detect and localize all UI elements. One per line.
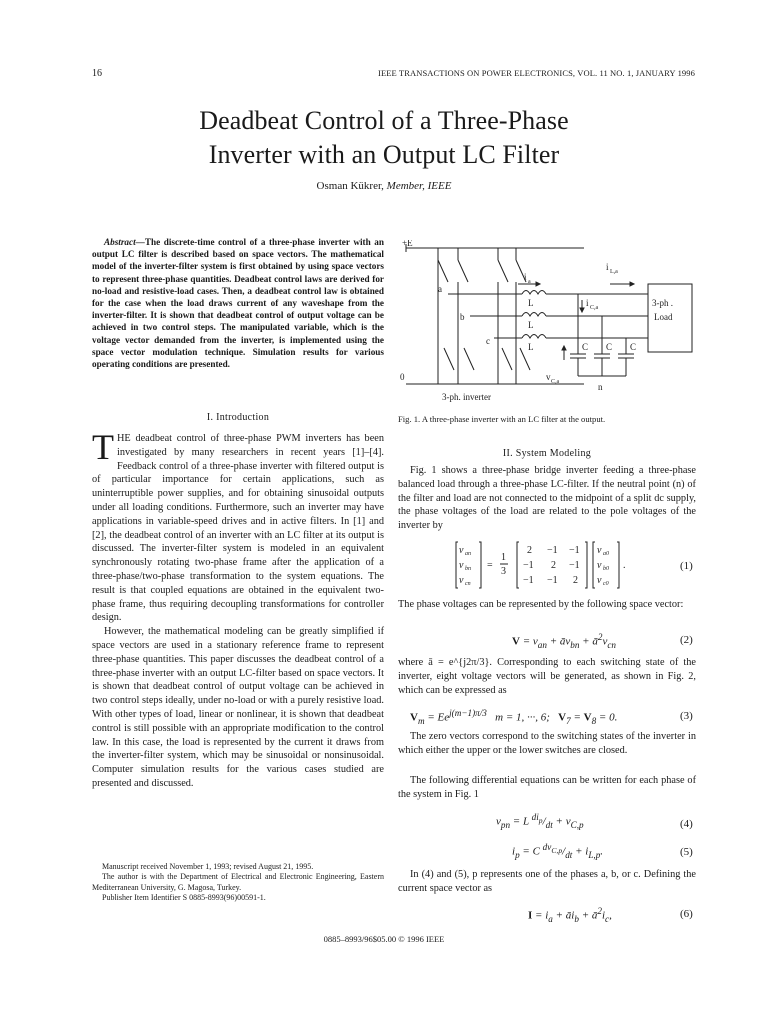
load-label-1: 3-ph . [652, 298, 673, 308]
svg-text:−1: −1 [569, 560, 580, 571]
label-ia-sub: a [528, 279, 531, 285]
section-heading-system-modeling: II. System Modeling [502, 448, 592, 459]
intro-paragraph-1: THE deadbeat control of three-phase PWM inverters has been investigated by many researchers in recent years [1]–[4]. Feedback control of a three-phase inverter with filtered output is of particular importance for certain applications, such as uninterruptible power supplies, and for obtaining sinusoidal outputs under all loading conditions. Furthermore, such an inverter may have applications in variable-speed drives and in active filters. In [1] and [2], the deadbeat control of an inverter with an LC filter at its output is discussed. The inverter-filter system is modeled in an equivalent synchronously rotating two-phase frame after the application of a three-phase/two-phase transformation to the system equations. The result is that coupled equations are obtained in the equivalent two-phase frame, thus requiring decoupling transformations for controller design. [92, 427, 384, 624]
equation-3-number: (3) [680, 710, 693, 722]
running-header: IEEE TRANSACTIONS ON POWER ELECTRONICS, VOL. 11 NO. 1, JANUARY 1996 [378, 68, 695, 78]
copyright-footer: 0885–8993/96$05.00 © 1996 IEEE [323, 934, 445, 944]
svg-text:an: an [465, 551, 471, 557]
svg-text:2: 2 [573, 575, 578, 586]
svg-text:a0: a0 [603, 551, 609, 557]
label-vca-sub: C,a [551, 379, 560, 385]
svg-text:−1: −1 [523, 560, 534, 571]
sysmod-paragraph-3: where ā = e^{j2π/3}. Corresponding to each switching state of the inverter, eight voltage vectors will be generated, as shown in Fig. 2, which can be expressed as [398, 657, 696, 696]
equation-1 [455, 540, 665, 590]
label-phase-a: a [438, 284, 442, 294]
footnote-identifier: Publisher Item Identifier S 0885-8993(96)00591-1. [102, 893, 266, 903]
label-ica-sub: C,a [590, 305, 599, 311]
footnotes [92, 862, 384, 904]
svg-text:cn: cn [465, 581, 471, 587]
page-number: 16 [92, 68, 102, 79]
sysmod-paragraph-1: Fig. 1 shows a three-phase bridge inverter feeding a three-phase balanced load through a three-phase LC-filter. If the neutral point (n) of the filter and load are not connected to the midpoint of a split dc supply, the phase voltages of the load are related to the pole voltages of the inverter by [398, 465, 696, 532]
label-ia: i [524, 272, 527, 282]
label-inductor-a: L [528, 298, 534, 308]
svg-text:−1: −1 [547, 575, 558, 586]
abstract [92, 236, 384, 370]
equation-6: $I = i_a$ + $āi_b$ + $ā^2i_c$, [528, 906, 612, 924]
title-line-1: Deadbeat Control of a Three-Phase [199, 106, 569, 135]
svg-text:−1: −1 [569, 545, 580, 556]
svg-text:v: v [597, 575, 602, 586]
label-inductor-c: L [528, 342, 534, 352]
abstract-text: The discrete-time control of a three-phase inverter with an output LC filter is described based on space vectors. The mathematical model of the inverter-filter system is first obtained by using space vectors to represent three-phase quantities. Deadbeat control laws are derived for no-load and resistive-load cases. Then, a deadbeat control law is obtained for the case when the load draws current of any waveshape from the inverter-filter. It is shown that deadbeat control of output voltage can be achieved in two control steps. The manipulated variable, which is the voltage vector demanded from the inverter, is implemented using the space vector modulation technique. Simulation results for various operating conditions are presented. [92, 237, 384, 370]
svg-text:b0: b0 [603, 566, 609, 572]
svg-text:=: = [487, 560, 493, 571]
sysmod-paragraph-6: In (4) and (5), p represents one of the phases a, b, or c. Defining the current space vector as [398, 869, 696, 894]
equation-5: $i_p = C$ $^{dv_{C,p}}/_{dt} + i_{L,p}$. [512, 842, 604, 860]
equation-4-number: (4) [680, 818, 693, 830]
sysmod-paragraph-4: The zero vectors correspond to the switching states of the inverter in which either the upper or the lower switches are closed. [398, 731, 696, 756]
label-capacitor-a: C [582, 342, 589, 352]
figure-1-caption: Fig. 1. A three-phase inverter with an LC filter at the output. [398, 414, 606, 424]
title-line-2: Inverter with an Output LC Filter [208, 140, 560, 169]
svg-text:c0: c0 [603, 581, 609, 587]
label-capacitor-c: C [630, 342, 637, 352]
equation-3: $V_m = Ee^{j(m-1)\pi/3}$ m = 1, ···, 6; $V_7 = V_8 = 0$. [410, 708, 618, 726]
drop-cap: T [92, 427, 114, 467]
section-heading-introduction: I. Introduction [206, 412, 270, 423]
intro-paragraph-2: However, the mathematical modeling can be greatly simplified if space vectors are used in a stationary reference frame to represent three-phase quantities. This paper discusses the deadbeat control of a three-phase inverter with an output LC-filter based on space vectors. It is shown that deadbeat control of output voltage can be achieved in two control steps ideally, under no-load or with a purely resistive load. With other types of load, linear or nonlinear, it is shown that deadbeat control is still possible with an appropriate modification to the control law. In this case, the load is represented by the current it draws from the inverter-filter system, which may be sinusoidal or nonsinusoidal. Computer simulation results for the various cases studied are presented and discussed. [92, 626, 384, 789]
svg-text:3: 3 [501, 566, 506, 577]
label-capacitor-b: C [606, 342, 613, 352]
label-plus-e: +E [402, 240, 413, 248]
svg-text:2: 2 [527, 545, 532, 556]
label-inductor-b: L [528, 320, 534, 330]
svg-text:v: v [597, 545, 602, 556]
label-phase-b: b [460, 312, 465, 322]
equation-1-number: (1) [680, 560, 693, 572]
svg-text:v: v [597, 560, 602, 571]
svg-text:bn: bn [465, 566, 471, 572]
introduction-body [92, 427, 384, 791]
figure-1-circuit [398, 240, 698, 406]
label-ila: i [606, 262, 609, 272]
svg-text:v: v [459, 560, 464, 571]
abstract-label: Abstract— [104, 237, 145, 247]
label-ica: i [586, 298, 589, 308]
equation-5-number: (5) [680, 846, 693, 858]
svg-text:v: v [459, 545, 464, 556]
svg-text:v: v [459, 575, 464, 586]
sysmod-paragraph-5: The following differential equations can be written for each phase of the system in Fig. 1 [398, 775, 696, 800]
svg-text:.: . [623, 560, 626, 571]
equation-4: $v_{pn} = L$ $^{di_p}/_{dt} + v_{C,p}$ [496, 812, 584, 830]
svg-text:−1: −1 [523, 575, 534, 586]
label-vca: v [546, 372, 551, 382]
equation-2: $V = v_{an}$ + $āv_{bn}$ + $ā^2v_{cn}$ [512, 632, 616, 650]
author-name: Osman Kükrer, [316, 180, 384, 192]
footnote-affiliation: The author is with the Department of Electrical and Electronic Engineering, Eastern Mediterranean University, G. Magosa, Turkey. [92, 872, 384, 892]
svg-text:−1: −1 [547, 545, 558, 556]
paper-title [0, 104, 768, 172]
svg-text:2: 2 [551, 560, 556, 571]
author-role: Member, IEEE [386, 180, 452, 192]
author-line [0, 180, 768, 192]
load-label-2: Load [654, 312, 673, 322]
equation-6-number: (6) [680, 908, 693, 920]
label-zero: 0 [400, 372, 405, 382]
label-phase-c: c [486, 336, 490, 346]
label-neutral: n [598, 382, 603, 392]
footnote-received: Manuscript received November 1, 1993; revised August 21, 1995. [102, 862, 314, 871]
equation-2-number: (2) [680, 634, 693, 646]
label-ila-sub: L,a [610, 269, 618, 275]
label-inverter: 3-ph. inverter [442, 392, 491, 402]
sysmod-paragraph-2: The phase voltages can be represented by the following space vector: [398, 599, 684, 610]
svg-text:1: 1 [501, 552, 506, 563]
